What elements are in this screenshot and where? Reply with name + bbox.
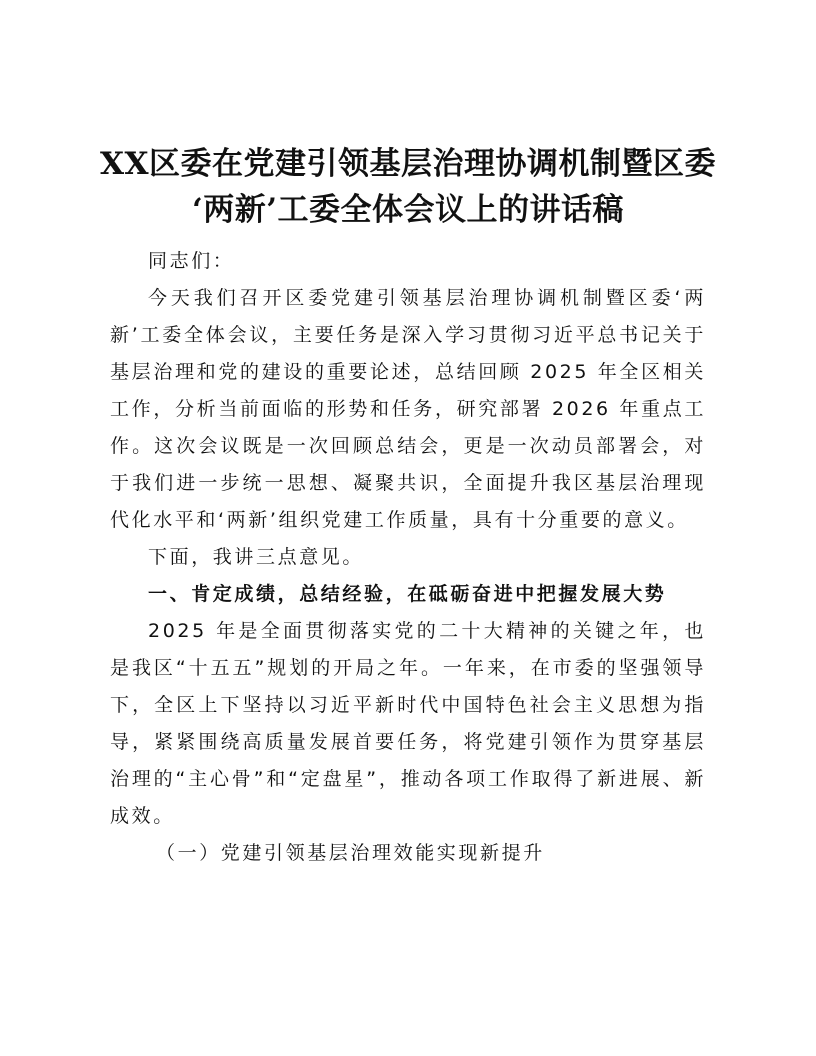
document-title-line-1: XX区委在党建引领基层治理协调机制暨区委 [99, 146, 717, 182]
intro-paragraph: 今天我们召开区委党建引领基层治理协调机制暨区委‘两新’工委全体会议，主要任务是深入学习贯彻习近平总书记关于基层治理和党的建设的重要论述，总结回顾 2025 年全区相关工作，分析当前面临的形势和任务，研究部署 2026 年重点工作。这次会议既是一次回顾总结会，更是一次动员部署会，对于我们进一步统一思想、凝聚共识，全面提升我区基层治理现代化水平和‘两新’组织党建工作质量，具有十分重要的意义。 [110, 287, 706, 531]
section-1-paragraph: 2025 年是全面贯彻落实党的二十大精神的关键之年，也是我区“十五五”规划的开局之年。一年来，在市委的坚强领导下，全区上下坚持以习近平新时代中国特色社会主义思想为指导，紧紧围绕高质量发展首要任务，将党建引领作为贯穿基层治理的“主心骨”和“定盘星”，推动各项工作取得了新进展、新成效。 [110, 620, 706, 827]
section-heading-1: 一、肯定成绩，总结经验，在砥砺奋进中把握发展大势 [148, 583, 667, 605]
transition-paragraph: 下面，我讲三点意见。 [148, 546, 365, 568]
document-title-line-2: ‘两新’工委全体会议上的讲话稿 [191, 192, 625, 228]
subsection-heading-1: （一）党建引领基层治理效能实现新提升 [156, 842, 545, 864]
document-body [110, 243, 706, 872]
salutation: 同志们： [148, 250, 235, 272]
